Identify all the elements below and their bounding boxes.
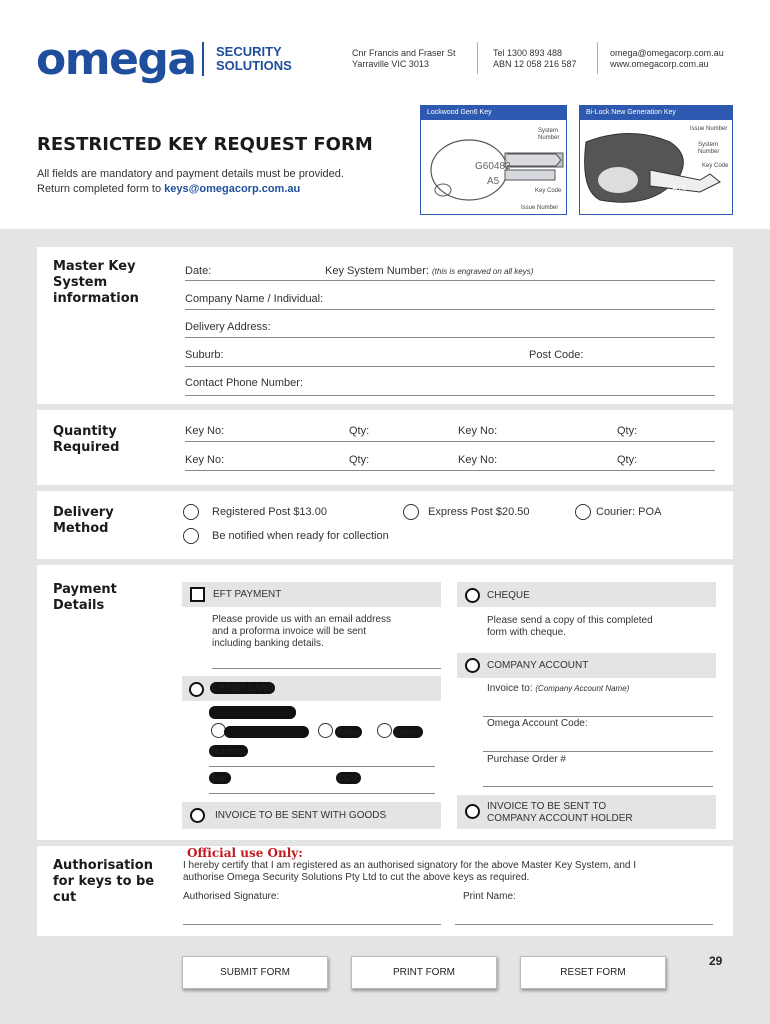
- eft-email-input[interactable]: [212, 668, 441, 669]
- date-keysystem-input[interactable]: [185, 280, 715, 281]
- logo-divider: [202, 42, 204, 76]
- address-line-1: Cnr Francis and Fraser St: [352, 48, 456, 58]
- eft-desc-1: Please provide us with an email address: [212, 614, 391, 625]
- header-divider: [477, 42, 478, 74]
- registered-post-label: Registered Post $13.00: [212, 506, 327, 518]
- courier-label: Courier: POA: [596, 506, 662, 518]
- suburb-postcode-input[interactable]: [185, 366, 715, 367]
- submit-form-button[interactable]: SUBMIT FORM: [182, 956, 328, 989]
- print-form-button[interactable]: PRINT FORM: [351, 956, 497, 989]
- delivery-section: [37, 491, 733, 559]
- key-no-label: Key No:: [185, 454, 225, 466]
- lockwood-label-keycode: Key Code: [535, 188, 562, 194]
- company-label: Company Name / Individual:: [185, 293, 324, 305]
- invoice-to-input[interactable]: [483, 716, 713, 717]
- courier-radio[interactable]: [575, 504, 591, 520]
- phone-input[interactable]: [185, 395, 715, 396]
- lockwood-code-1: G60482: [475, 161, 511, 172]
- abn-text: ABN 12 058 216 587: [493, 59, 577, 69]
- credit-card-label: CREDIT CARD: [212, 683, 274, 693]
- cheque-desc-1: Please send a copy of this completed: [487, 615, 653, 626]
- logo-subtitle: [216, 45, 292, 73]
- cheque-desc-2: form with cheque.: [487, 627, 566, 638]
- lockwood-label-issue: Issue Number: [521, 205, 559, 211]
- suburb-label: Suburb:: [185, 349, 224, 361]
- reset-form-button[interactable]: RESET FORM: [520, 956, 666, 989]
- invoice-to-text: Invoice to:: [487, 683, 533, 694]
- key-no-label: Key No:: [458, 425, 498, 437]
- key-no-label: Key No:: [458, 454, 498, 466]
- cheque-radio[interactable]: [465, 588, 480, 603]
- cheque-label: CHEQUE: [487, 590, 530, 601]
- invoice-holder-line-2: COMPANY ACCOUNT HOLDER: [487, 813, 633, 824]
- lockwood-label-system: System Number: [538, 128, 560, 141]
- purchase-order-input[interactable]: [483, 786, 713, 787]
- intro-line-2: Return completed form to: [37, 183, 165, 195]
- account-code-label: Omega Account Code:: [487, 718, 588, 729]
- postcode-label: Post Code:: [529, 349, 584, 361]
- credit-card-radio[interactable]: [189, 682, 204, 697]
- bilock-label-keycode: Key Code: [702, 163, 729, 169]
- authorisation-text-2: authorise Omega Security Solutions Pty Ltd to cut the above keys as required.: [183, 872, 530, 883]
- card-exp-ccv-input[interactable]: [209, 793, 435, 794]
- card-type-option-redacted: [209, 706, 296, 719]
- eft-desc-3: including banking details.: [212, 638, 324, 649]
- payment-label: Payment Details: [53, 582, 117, 613]
- invoice-goods-radio[interactable]: [190, 808, 205, 823]
- quantity-section: [37, 410, 733, 485]
- quantity-row-1-input[interactable]: [185, 441, 715, 442]
- eft-description: [212, 614, 391, 650]
- authorisation-label: Authorisation for keys to be cut: [53, 858, 155, 905]
- bilock-label-system: System Number: [698, 142, 720, 155]
- bilock-key-image: [579, 105, 733, 215]
- phone-abn-block: [493, 48, 577, 70]
- email-link[interactable]: omega@omegacorp.com.au: [610, 48, 724, 58]
- bilock-code: A14: [672, 184, 687, 193]
- company-input[interactable]: [185, 309, 715, 310]
- phone-text: Tel 1300 893 488: [493, 48, 563, 58]
- key-no-label: Key No:: [185, 425, 225, 437]
- card-exp-label: Exp:: [211, 773, 230, 783]
- express-post-label: Express Post $20.50: [428, 506, 530, 518]
- print-name-input[interactable]: [455, 924, 713, 925]
- quantity-row-2-input[interactable]: [185, 470, 715, 471]
- delivery-address-input[interactable]: [185, 337, 715, 338]
- authorisation-text: [183, 860, 728, 884]
- key-system-text: Key System Number:: [325, 265, 429, 277]
- eft-label: EFT PAYMENT: [213, 589, 282, 600]
- return-email-link[interactable]: keys@omegacorp.com.au: [164, 183, 301, 195]
- payment-section: [37, 565, 733, 840]
- official-use-label: Official use Only:: [187, 846, 303, 860]
- qty-label: Qty:: [349, 425, 370, 437]
- invoice-holder-line-1: INVOICE TO BE SENT TO: [487, 801, 607, 812]
- bilock-key-title: Bi-Lock New Generation Key: [580, 106, 732, 120]
- master-key-label: Master Key System information: [53, 259, 139, 306]
- authorisation-text-1: I hereby certify that I am registered as an authorised signatory for the above Master Key System, and I: [183, 860, 637, 871]
- cheque-description: [487, 615, 653, 639]
- card-type-redacted: [224, 726, 309, 738]
- amex-label: Amex: [337, 727, 361, 737]
- lockwood-code-2: A5: [487, 176, 500, 187]
- address-block: [352, 48, 456, 70]
- amex-radio[interactable]: [318, 723, 333, 738]
- omega-logo: omega: [36, 34, 196, 85]
- quantity-label: Quantity Required: [53, 424, 120, 455]
- key-system-note: (this is engraved on all keys): [431, 267, 534, 276]
- eft-checkbox[interactable]: [190, 587, 205, 602]
- invoice-holder-radio[interactable]: [465, 804, 480, 819]
- eft-desc-2: and a proforma invoice will be sent: [212, 626, 366, 637]
- authorisation-section: [37, 846, 733, 936]
- signature-input[interactable]: [183, 924, 441, 925]
- master-key-section: [37, 247, 733, 404]
- signature-label: Authorised Signature:: [183, 891, 280, 902]
- page-number: 29: [709, 954, 723, 968]
- qty-label: Qty:: [617, 425, 638, 437]
- address-line-2: Yarraville VIC 3013: [352, 59, 429, 69]
- lockwood-key-title: Lockwood Gen6 Key: [421, 106, 566, 120]
- date-label: Date:: [185, 265, 212, 277]
- delivery-address-label: Delivery Address:: [185, 321, 271, 333]
- purchase-order-label: Purchase Order #: [487, 754, 566, 765]
- key-system-label: [325, 265, 533, 277]
- intro-line-1: All fields are mandatory and payment details must be provided.: [37, 168, 344, 180]
- page-title: RESTRICTED KEY REQUEST FORM: [37, 134, 373, 155]
- logo-sub-security: SECURITY: [216, 44, 282, 59]
- header-divider: [597, 42, 598, 74]
- print-name-label: Print Name:: [463, 891, 516, 902]
- invoice-holder-label: [487, 801, 633, 825]
- express-post-radio[interactable]: [403, 504, 419, 520]
- phone-label: Contact Phone Number:: [185, 377, 304, 389]
- diners-label: Diners: [395, 727, 422, 737]
- company-account-label: COMPANY ACCOUNT: [487, 660, 589, 671]
- card-ccv-label: CCV:: [338, 773, 360, 783]
- diners-radio[interactable]: [377, 723, 392, 738]
- collection-radio[interactable]: [183, 528, 199, 544]
- collection-label: Be notified when ready for collection: [212, 530, 389, 542]
- registered-post-radio[interactable]: [183, 504, 199, 520]
- card-number-input[interactable]: [209, 766, 435, 767]
- card-number-label: Number:: [211, 746, 246, 756]
- intro-text: [37, 167, 344, 197]
- bilock-label-issue: Issue Number: [690, 126, 728, 132]
- delivery-label: Delivery Method: [53, 505, 114, 536]
- logo-sub-solutions: SOLUTIONS: [216, 58, 292, 73]
- qty-label: Qty:: [349, 454, 370, 466]
- email-web-block: [610, 48, 724, 70]
- invoice-goods-label: INVOICE TO BE SENT WITH GOODS: [215, 810, 387, 821]
- web-link[interactable]: www.omegacorp.com.au: [610, 59, 709, 69]
- lockwood-key-image: [420, 105, 567, 215]
- company-account-radio[interactable]: [465, 658, 480, 673]
- invoice-to-label: [487, 683, 629, 695]
- qty-label: Qty:: [617, 454, 638, 466]
- account-code-input[interactable]: [483, 751, 713, 752]
- invoice-to-note: (Company Account Name): [535, 684, 630, 693]
